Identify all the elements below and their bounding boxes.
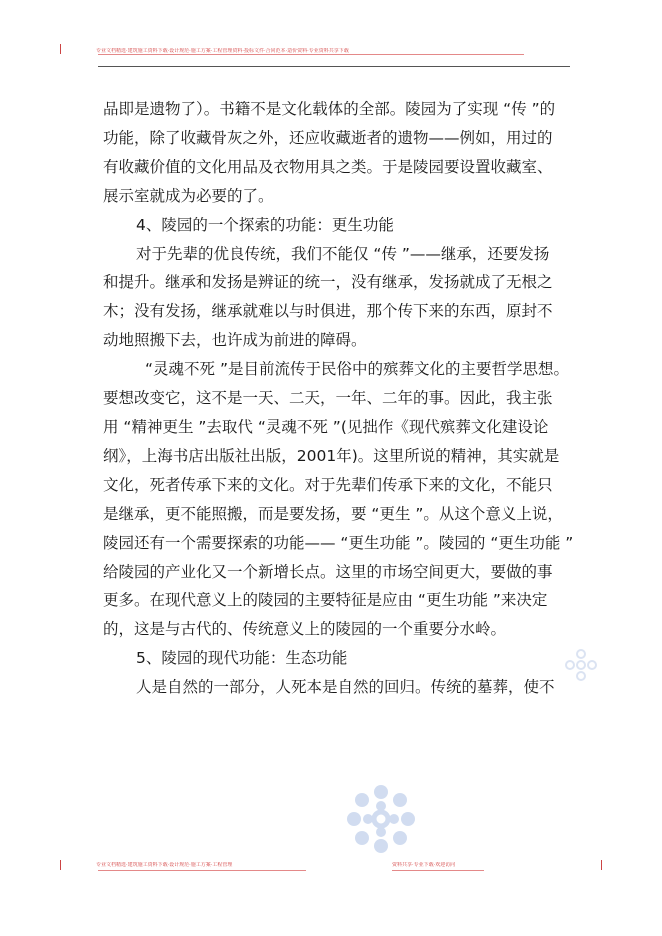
paragraph-line: 对于先辈的优良传统，我们不能仅 “传 ”——继承，还要发扬 <box>136 244 550 263</box>
footer-margin-mark-right <box>601 860 602 870</box>
watermark-flower-icon <box>563 647 599 683</box>
document-body <box>103 95 573 702</box>
paragraph-line: 的，这是与古代的、传统意义上的陵园的一个重要分水岭。 <box>103 620 507 639</box>
paragraph-line: 要想改变它，这不是一天、二天，一年、二年的事。因此，我主张 <box>103 389 553 408</box>
paragraph-line: 更多。在现代意义上的陵园的主要特征是应由 “更生功能 ”来决定 <box>103 591 548 610</box>
paragraph-line: 给陵园的产业化又一个新增长点。这里的市场空间更大，要做的事 <box>103 562 553 581</box>
paragraph-line: 动地照搬下去，也许成为前进的障碍。 <box>103 331 367 350</box>
paragraph-line: 文化，死者传承下来的文化。对于先辈们传承下来的文化，不能只 <box>103 475 553 494</box>
watermark-logo-icon <box>341 779 421 859</box>
paragraph-line: 有收藏价值的文化用品及衣物用具之类。于是陵园要设置收藏室、 <box>103 157 553 176</box>
paragraph-line: 木；没有发扬，继承就难以与时俱进，那个传下来的东西，原封不 <box>103 302 553 321</box>
footer-links-left[interactable]: 专业文档精选·建筑施工资料下载·设计规范·施工方案·工程管理 <box>96 862 233 868</box>
paragraph-line: 人是自然的一部分，人死本是自然的回归。传统的墓葬，使不 <box>136 678 555 697</box>
paragraph-line: 纲》，上海书店出版社出版，2001年)。这里所说的精神，其实就是 <box>103 446 560 465</box>
paragraph-line: “灵魂不死 ”是目前流传于民俗中的殡葬文化的主要哲学思想。 <box>145 360 569 379</box>
footer-link-underline-right <box>392 870 484 871</box>
paragraph-line: 用 “精神更生 ”去取代 “灵魂不死 ”(见拙作《现代殡葬文化建设论 <box>103 417 549 436</box>
footer-link-underline-left <box>98 870 306 871</box>
header-margin-mark <box>60 44 61 54</box>
header-links[interactable]: 专业文档精选·建筑施工资料下载·设计规范·施工方案·工程管理资料·投标文件·合同范本·造价资料·专业资料共享下载 <box>96 48 349 54</box>
paragraph-line: 品即是遗物了）。书籍不是文化载体的全部。陵园为了实现 “传 ”的 <box>103 100 556 118</box>
footer-margin-mark <box>60 860 61 870</box>
section-heading: 5、陵园的现代功能：生态功能 <box>136 649 348 668</box>
paragraph-line: 功能，除了收藏骨灰之外，还应收藏逝者的遗物——例如，用过的 <box>103 128 553 147</box>
paragraph-line: 展示室就成为必要的了。 <box>103 186 274 205</box>
footer-links-right[interactable]: 资料共享·专业下载·欢迎访问 <box>392 862 456 868</box>
header-rule <box>98 66 570 67</box>
paragraph-line: 是继承，更不能照搬，而是要发扬，要 “更生 ”。从这个意义上说， <box>103 504 563 523</box>
paragraph-line: 和提升。继承和发扬是辨证的统一，没有继承，发扬就成了无根之 <box>103 273 553 292</box>
section-heading: 4、陵园的一个探索的功能：更生功能 <box>136 215 394 234</box>
header-link-underline <box>98 54 524 55</box>
paragraph-line: 陵园还有一个需要探索的功能—— “更生功能 ”。陵园的 “更生功能 ” <box>103 533 574 552</box>
